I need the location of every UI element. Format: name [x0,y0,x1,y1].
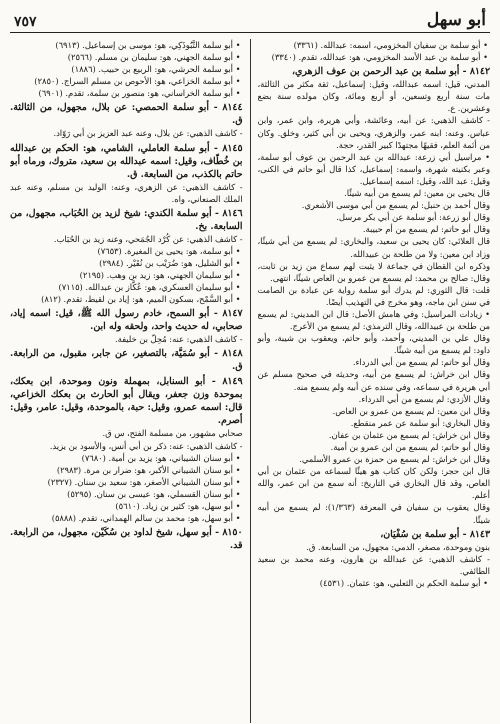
cross-reference: • أبو سهل، هو: كثير بن زياد. (٥٦١٠) [115,500,241,511]
entry-text: وقال أحمد بن حنبل: لم يسمع من أبي موسى الأشعري. [301,200,490,211]
entry-text: وقال الأزدي: لم يسمع من أبي الدرداء. [358,393,490,404]
entry-heading: ٨١٤٨ - أبو سُمَيَّة، بالتصغير، عن جابر، مقبول، من الرابعة. ق. [10,348,243,373]
entry-text: وقال أبو حاتم: لم يسمع من ابن عمرو بن أمية. [330,442,490,452]
entry-text: قال يحيى بن معين: لم يسمع من أبيه شيئًا. [344,188,490,199]
entry-text: وقال أبو حاتم: لم يسمع من أم حبيبة. [362,224,490,235]
entry-heading: ٨١٤٤ - أبو سلمة الحمصي: عن بلال، مجهول، من الثالثة. ق. [10,102,243,127]
cross-reference: • أبو سنان الشيباني الأكبر، هو: ضرار بن مرة. (٢٩٨٣) [56,464,241,475]
cross-reference: • أبو سلمة، هو: يحيى بن المغيرة. (٧٦٥٣) [97,245,241,256]
entry-text: وقال أبو زرعة: أبو سلمة عن أبي بكر مرسل. [336,212,490,223]
cross-reference: • أبو سلمة بن عبد الأسد المخزومي، هو: عبدالله، تقدم. (٣٣٤٠) [271,52,488,63]
entry-heading: ٨١٥٠ - أبو سهل، شيخ لداود بن سُكَيْن، مجهول، من الرابعة. قد. [10,527,243,552]
running-title: أبو سهل [426,10,486,30]
entry-text: - كاشف الذهبي: عنه: ذكر بن أبي أنس، والأسود بن يزيد. [49,440,243,451]
entry-text: وقال ابن خراش: لم يسمع من حمزة بن عمرو الأسلمي. [299,454,490,465]
two-column-body [10,39,490,723]
cross-reference: • أبو سهل، هو: محمد بن سالم الهمداني، تقدم. (٥٨٨٨) [51,513,241,524]
entry-text: وقال ابن معين: لم يسمع من عمرو بن العاص. [332,405,490,416]
entry-heading: ٨١٤٩ - أبو السنابل، بمهملة ونون وموحدة، ابن بعكك، بموحدة وزن جعفر، ويقال أبو الحارث بن بعكك الخزاعي، قال: اسمه عمرو، وقيل: حبة، بالموحدة، وقيل: عامر، وقيل: أصرم. [10,376,243,427]
cross-reference: • أبو سنان الشيباني الأصغر، هو: سعيد بن سنان. (٢٣٢٧) [47,476,241,487]
entry-text: المدني، قيل: اسمه عبدالله، وقيل: إسماعيل، ثقة مكثر من الثالثة، مات سنة أربع وتسعين، أو أربع ومائة، وكان مولده سنة بضع وعشرين. ع. [257,79,490,114]
cross-reference: • أبو الشليل، هو: ضُرَيْب بن نُقَيْر. (٢٩٨٤) [99,257,241,268]
cross-reference: • أبو سلمة بن سفيان المخزومي، اسمه: عبدالله. (٣٣٦١) [293,40,488,50]
cross-reference: • أبو السَّمْح، بسكون الميم، هو: إياد بن لقيط، تقدم. (٨١٢) [41,294,241,305]
cross-reference: • أبو سلمة الجهني، هو: سليمان بن مسلم. (٢٥٦٦) [67,52,241,63]
entry-text: قال ابن حجر: ولكن كان كتاب هو هيئًا لسماعه من عثمان بن أبي العاص، وقد قال البخاري في التاريخ: أنه سمع من ابن عمر، والله أعلم. [257,466,490,501]
cross-reference: • أبو سلمة الخراساني، هو: منصور بن سلمة، تقدم. (٦٩٠١) [38,88,241,99]
cross-reference: • أبو سلمة الحكم بن الثعلبي، هو: عثمان. (٤٥٣١) [319,577,488,588]
cross-reference: • أبو سلمة الخزاعي، هو: الأحوص بن مسلم السراج. (٢٨٥٠) [34,76,241,87]
entry-text: • مراسيل أبي زرعة: عبدالله بن عبد الرحمن بن عوف أبو سلمة، وعبر بكنيته شهرة، واسمه: إسماعيل، كذا قال أبو حاتم في الكنى، وقيل: عبد الله، وقيل: اسمه إسماعيل. [257,151,490,186]
entry-text: • زيادات المراسيل: وفي هامش الأصل: قال ابن المديني: لم يسمع من طلحة بن عبيدالله، وقال الترمذي: لم يسمع من الأعرج. [257,308,490,332]
entry-text: قال العلائي: كان يحيى بن سعيد، والبخاري: لم يسمع من أبي شيئًا، وزاد ابن معين: ولا من طلحة بن عبيدالله. [257,236,490,259]
entry-text: وقال أبو حاتم: لم يسمع من أبي الدرداء. [352,357,490,368]
right-column [251,39,491,723]
entry-heading: ٨١٤٥ - أبو سلمة العاملي، الشامي، هو: الحكم بن عبدالله بن خُطّاف، وقيل: اسمه عبدالله بن سعيد، متروك، ورماه أبو حاتم بالكذب، من السابعة. ق. [10,142,243,180]
cross-reference: • أبو سنان الشيباني، هو: يزيد بن أمية. (٧٦٨٠) [81,452,241,463]
entry-text: بنون وموحدة، مصغر، الدمي: مجهول، من السابعة. ق. [306,541,490,552]
entry-text: وقال البخاري: أبو سلمة عن عمر منقطع. [350,417,490,428]
entry-text: قلت: قال الثوري: لم يدرك أبو سلمة رواية عن عبادة بن الصامت في سنن ابن ماجه، وهو مخرج في التهذيب أيضًا. [257,284,490,307]
entry-heading: ٨١٤٣ - أبو سلمة بن سُفْيَان، [380,528,490,540]
entry-heading: ٨١٤٦ - أبو سلمة الكندي: شيخ لزيد بن الحُبَاب، مجهول، من السابعة. بخ. [10,207,243,232]
entry-text: وقال علي بن المديني، وأحمد، وأبو حاتم، ويعقوب بن شيبة، وأبو داود: لم يسمع من أبيه شيئًا. [257,333,490,356]
cross-reference: • أبو سليمان العسكري، هو: عُكَّاز بن عبدالله. (٧١١٥) [58,282,241,293]
entry-heading: ٨١٤٧ - أبو السمح، خادم رسول الله ﷺ، قيل: اسمه إياد، صحابي، له حديث واحد، ولحقه وله ابن. [10,308,243,333]
entry-text: - كاشف الذهبي: عن كُرْد الجُمَحي، وعنه زيد بن الحُبَاب. [53,233,243,244]
cross-reference: • أبو سلمة التَّبُوذَكِي، هو: موسى بن إسماعيل. (٦٩١٣) [55,40,241,50]
entry-text: وقال يعقوب بن سفيان في المعرفة (١/٣٦٣): لم يسمع من أبيه شيئًا. [257,502,490,525]
cross-reference: • أبو سليمان الجهني، هو: زيد بن وهب. (٢١٩٥) [79,270,241,281]
column-divider [250,39,251,723]
entry-text: وذكره ابن القطان في جماعة لا يثبت لهم سماع من زيد بن ثابت، وقال: صالح بن محمد: لم يسمع من عمرو بن العاص شيئًا، انتهى. [257,260,490,283]
cross-reference: • أبو سنان القسملي، هو: عيسى بن سنان. (٥٢٩٥) [67,488,241,499]
cross-reference: • أبو سلمة الحرشي، هو: الربيع بن حبيب. (١٨٨٦) [71,64,241,75]
page-header [10,8,490,33]
entry-text: وقال ابن خراش: لم يسمع من عثمان بن عفان. [328,429,490,440]
entry-text: - كاشف الذهبي: عن عبدالله بن هارون، وعنه محمد بن سعيد الطائفي. [257,553,490,576]
entry-text: صحابي مشهور، من مسلمة الفتح، س ق. [102,428,243,439]
page-number: ٧٥٧ [14,14,37,30]
entry-text: - كاشف الذهبي: عن أبيه، وعائشة، وأبي هريرة، وابن عمر، وابن عباس. وعنه: ابنه عمر، والزهري، ويحيى بن أبي كثير، وخلق. وكان من أئمة العلم، فقيهًا مجتهدًا كبير القدر، حجة. [257,115,490,150]
entry-text: - كاشف الذهبي: عنه: مُحِلّ بن خليفة. [115,334,243,345]
entry-heading: ٨١٤٢ - أبو سلمة بن عبد الرحمن بن عوف الزهري، [292,66,490,78]
entry-text: - كاشف الذهبي: عن بلال، وعنه عبد العزيز بن أبي رَوّاد. [53,128,243,139]
left-column [10,39,250,723]
entry-text: وقال ابن خراش: لم يسمع من أبيه، وحديثه في صحيح مسلم عن أبي هريرة في سماعه، وفي سنده عن أبيه ولم يسمع منه. [257,369,490,392]
entry-text: - كاشف الذهبي: عن الزهري، وعنه: الوليد بن مسلم، وعنه عبد الملك الصنعاني، واه. [10,181,243,204]
